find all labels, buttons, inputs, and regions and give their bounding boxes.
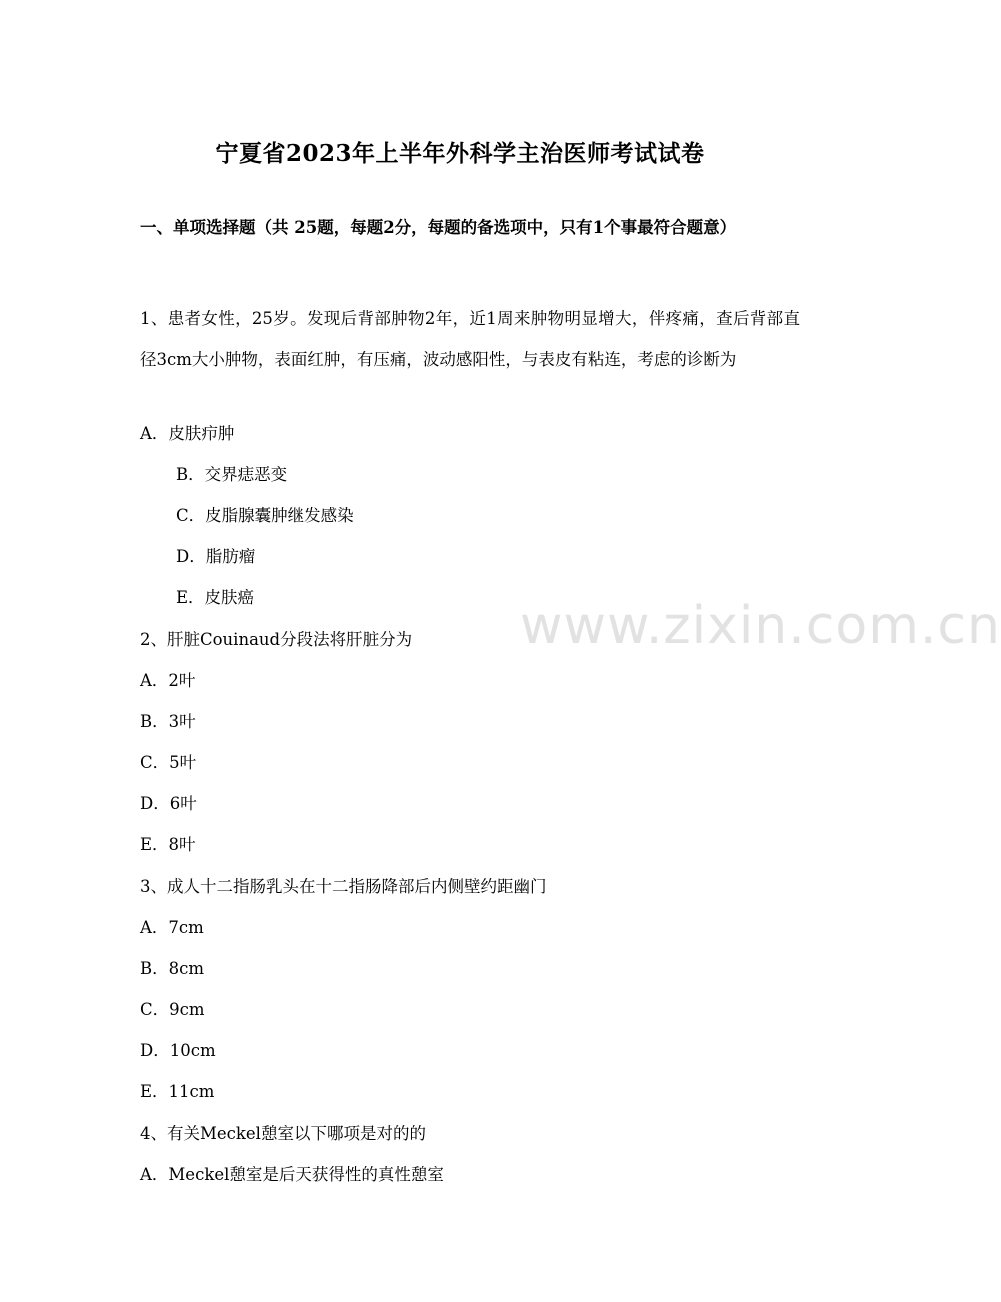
question-1-option-d: D．脂肪瘤 [176, 547, 256, 566]
question-2-stem: 2、肝脏Couinaud分段法将肝脏分为 [140, 630, 413, 649]
question-1-option-e: E．皮肤癌 [176, 588, 255, 607]
question-2-option-e: E．8叶 [140, 835, 196, 854]
question-4-option-a: A．Meckel憩室是后天获得性的真性憩室 [140, 1165, 444, 1184]
question-1-option-b: B．交界痣恶变 [176, 465, 288, 484]
page-title: 宁夏省2023年上半年外科学主治医师考试试卷 [215, 140, 705, 167]
question-3-option-e: E．11cm [140, 1082, 215, 1101]
question-3-stem: 3、成人十二指肠乳头在十二指肠降部后内侧壁约距幽门 [140, 877, 547, 896]
question-1-option-c: C．皮脂腺囊肿继发感染 [176, 506, 354, 525]
question-3-option-c: C．9cm [140, 1000, 205, 1019]
section-heading: 一、单项选择题（共 25题，每题2分，每题的备选项中，只有1个事最符合题意） [140, 218, 737, 237]
question-4-stem: 4、有关Meckel憩室以下哪项是对的的 [140, 1124, 426, 1143]
question-1-option-a: A．皮肤疖肿 [140, 424, 235, 443]
question-2-option-a: A．2叶 [140, 671, 196, 690]
question-1-stem: 1、患者女性，25岁。发现后背部肿物2年，近1周来肿物明显增大，伴疼痛，查后背部直径3cm大小肿物，表面红肿，有压痛，波动感阳性，与表皮有粘连，考虑的诊断为 [140, 309, 800, 369]
question-3-option-b: B．8cm [140, 959, 205, 978]
question-2-option-b: B．3叶 [140, 712, 196, 731]
question-3-option-d: D．10cm [140, 1041, 216, 1060]
watermark: www.zixin.com.cn [520, 596, 1001, 656]
question-3-option-a: A．7cm [140, 918, 204, 937]
question-2-option-c: C．5叶 [140, 753, 197, 772]
question-2-option-d: D．6叶 [140, 794, 197, 813]
